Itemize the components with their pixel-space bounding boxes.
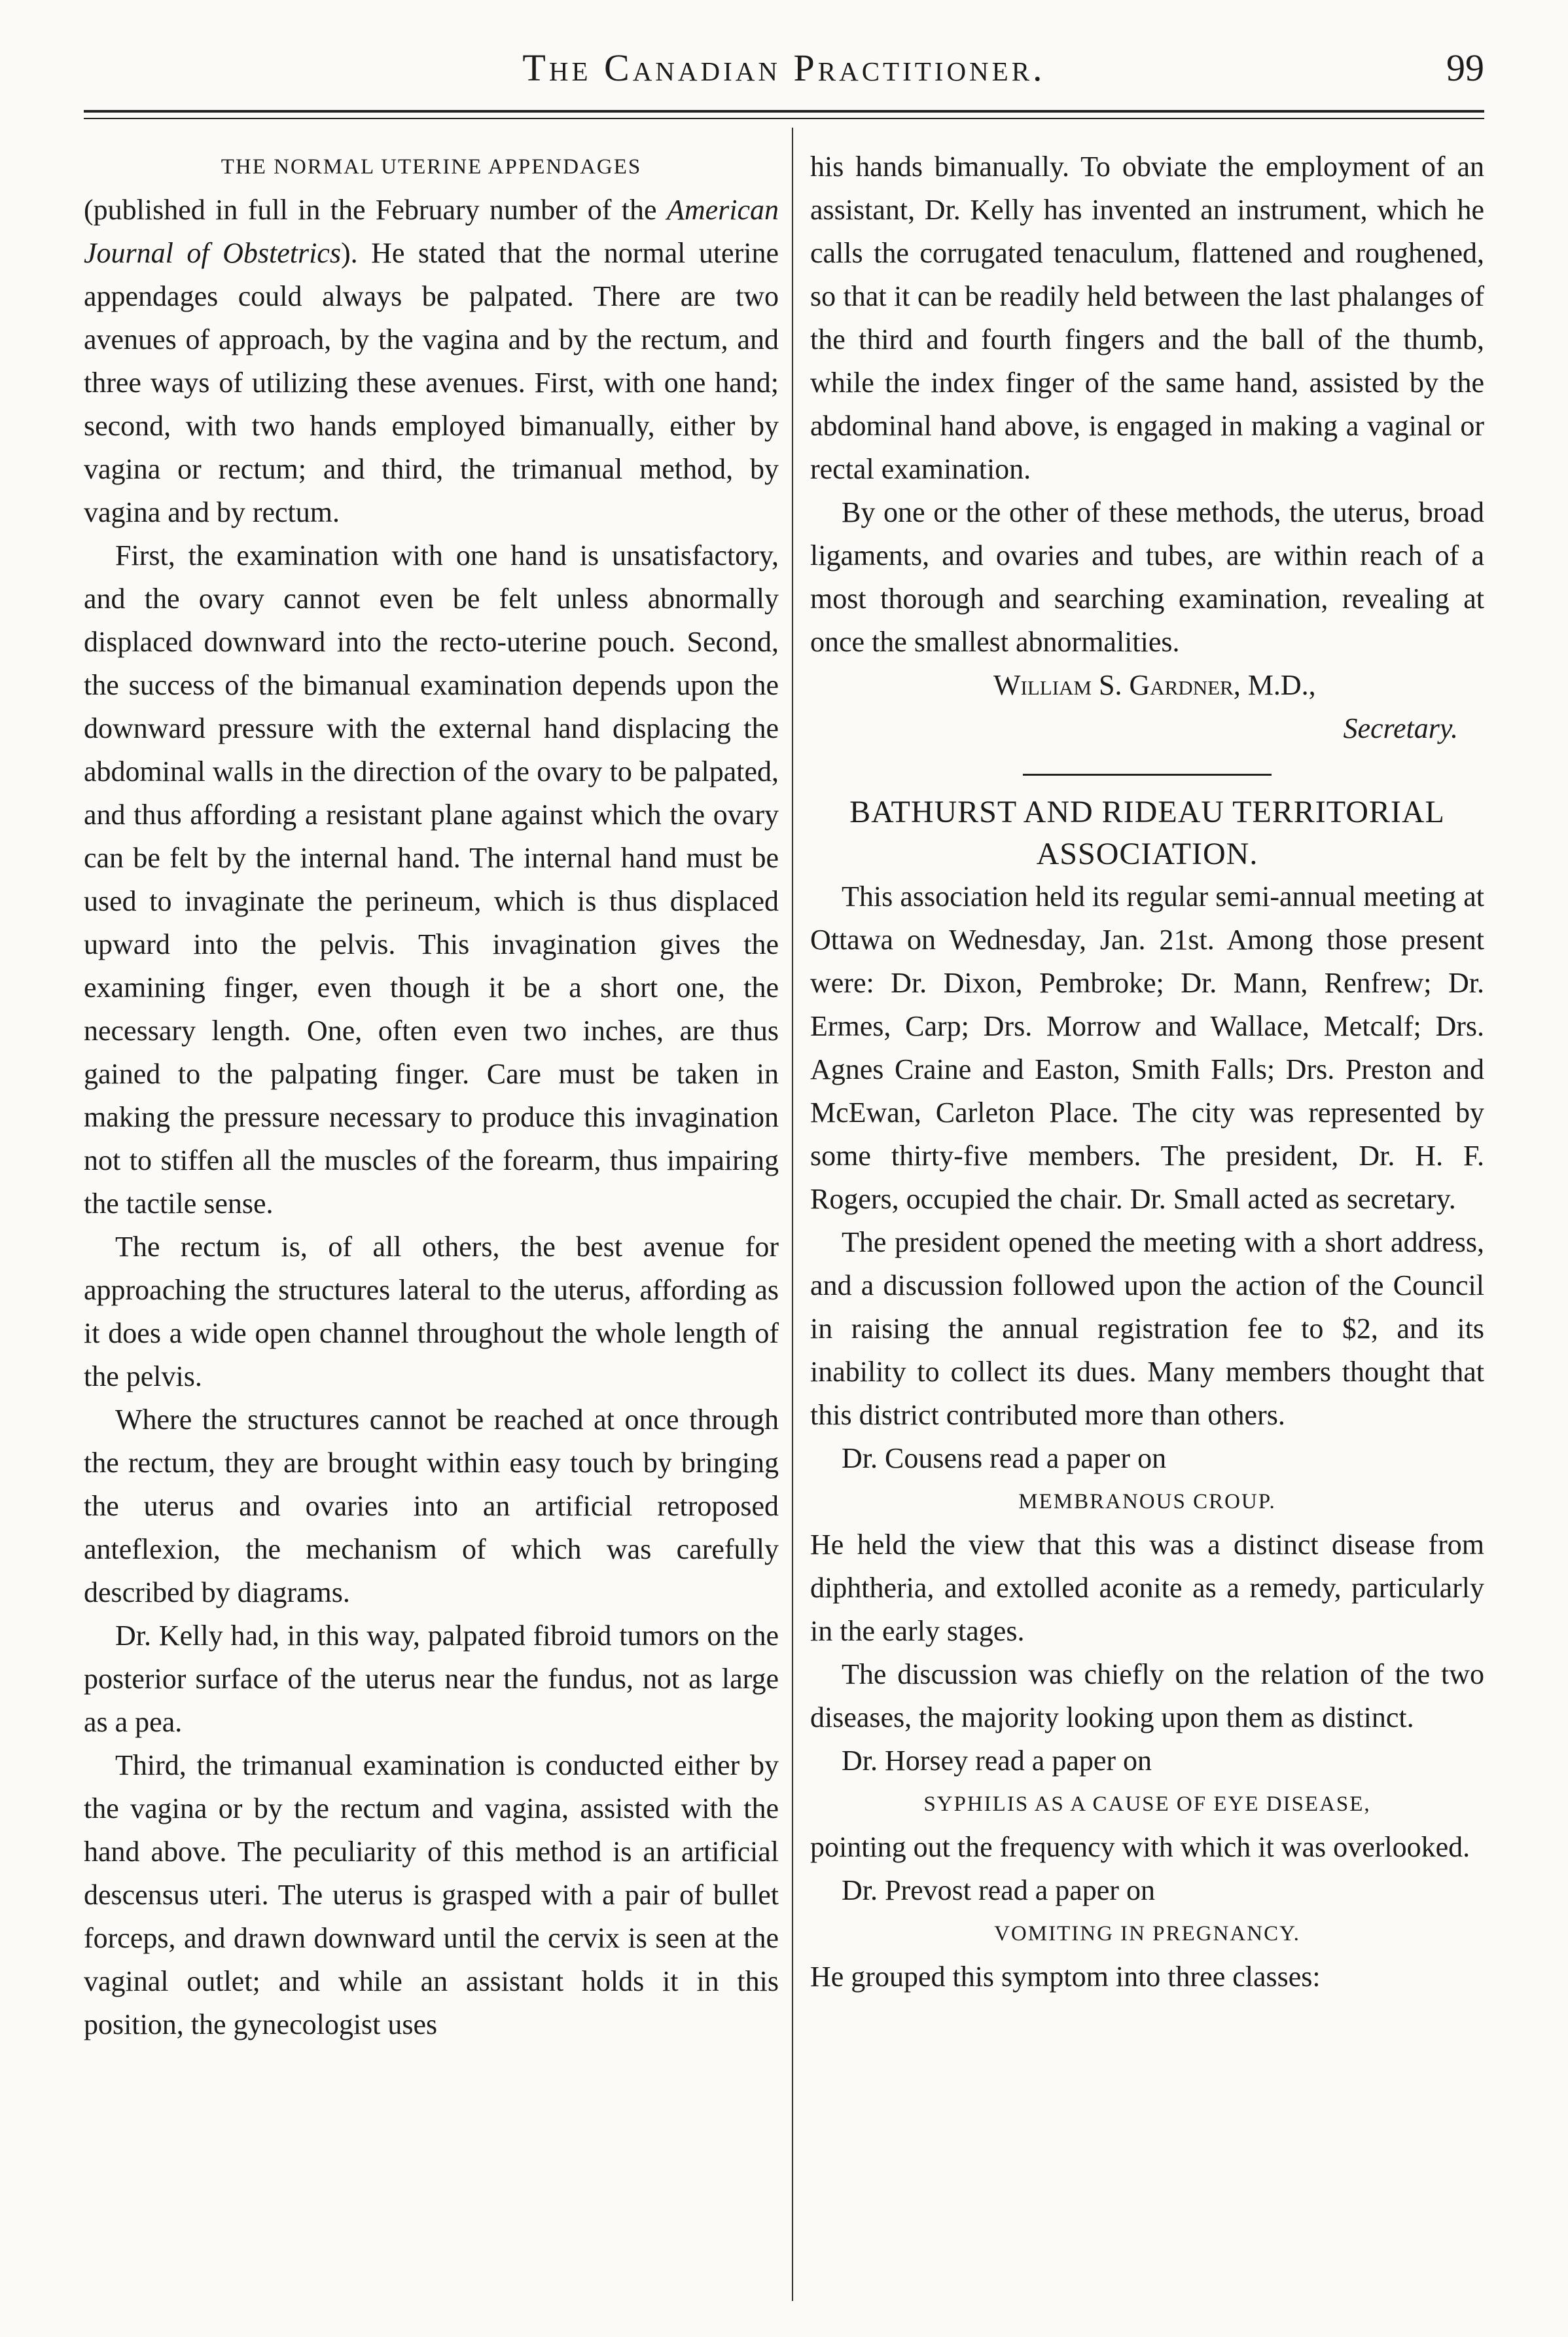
- page-number: 99: [1446, 46, 1484, 89]
- section-divider: [1023, 774, 1272, 776]
- paragraph: [84, 189, 779, 534]
- paragraph: Dr. Kelly had, in this way, palpated fibroid tumors on the posterior surface of the uterus near the fundus, not as large as a pea.: [84, 1620, 779, 1738]
- paragraph: pointing out the frequency with which it was overlooked.: [810, 1831, 1470, 1863]
- signature-name: William S. Gardner, M.D.,: [993, 669, 1316, 701]
- paragraph: He grouped this symptom into three classes:: [810, 1961, 1321, 1993]
- heading-vomiting-pregnancy: VOMITING IN PREGNANCY.: [994, 1922, 1300, 1946]
- right-column: [810, 145, 1484, 1999]
- paragraph: Third, the trimanual examination is conducted either by the vagina or by the rectum and vagina, assisted with the hand above. The peculiarity of this method is an artificial descensus uteri. The uterus is grasped with a pair of bullet forceps, and drawn downward until the cervix is seen at the vaginal outlet; and while an assistant holds it in this position, the gynecologist uses: [84, 1749, 779, 2040]
- left-column: [84, 145, 779, 2046]
- journal-title: American Journal of Obstetrics: [84, 194, 779, 269]
- header-rule-thin: [84, 118, 1484, 119]
- paragraph: He held the view that this was a distinct disease from diphtheria, and extolled aconite as a remedy, particularly in the early stages.: [810, 1529, 1484, 1647]
- paragraph: This association held its regular semi-annual meeting at Ottawa on Wednesday, Jan. 21st. Among those present were: Dr. Dixon, Pembroke; Dr. Mann, Renfrew; Dr. Ermes, Carp; Drs. Morrow and Wallace, Metcalf; Drs. Agnes Craine and Easton, Smith Falls; Drs. Preston and McEwan, Carleton Place. The city was represented by some thirty-five members. The president, Dr. H. F. Rogers, occupied the chair. Dr. Small acted as secretary.: [810, 880, 1484, 1215]
- paragraph: Dr. Prevost read a paper on: [842, 1874, 1155, 1906]
- header-rule: [84, 110, 1484, 113]
- signature-title: Secretary.: [1343, 712, 1458, 744]
- paragraph: The president opened the meeting with a short address, and a discussion followed upon the action of the Council in raising the annual registration fee to $2, and its inability to collect its dues. Many members thought that this district contributed more than others.: [810, 1226, 1484, 1431]
- paragraph: The rectum is, of all others, the best avenue for approaching the structures lateral to the uterus, affording as it does a wide open channel throughout the whole length of the pelvis.: [84, 1231, 779, 1392]
- paragraph: First, the examination with one hand is unsatisfactory, and the ovary cannot even be felt unless abnormally displaced downward into the recto-uterine pouch. Second, the success of the bimanual examination depends upon the downward pressure with the external hand displacing the abdominal walls in the direction of the ovary to be palpated, and thus affording a resistant plane against which the ovary can be felt by the internal hand. The internal hand must be used to invaginate the perineum, which is thus displaced upward into the pelvis. This invagination gives the examining finger, even though it be a short one, the necessary length. One, often even two inches, are thus gained to the palpating finger. Care must be taken in making the pressure necessary to produce this invagination not to stiffen all the muscles of the forearm, thus impairing the tactile sense.: [84, 539, 779, 1220]
- paragraph: Where the structures cannot be reached at once through the rectum, they are brought within easy touch by bringing the uterus and ovaries into an artificial retroposed anteflexion, the mechanism of which was carefully described by diagrams.: [84, 1404, 779, 1608]
- paragraph: By one or the other of these methods, the uterus, broad ligaments, and ovaries and tubes, are within reach of a most thorough and searching examination, revealing at once the smallest abnormalities.: [810, 496, 1484, 658]
- page-header: [84, 46, 1484, 105]
- paragraph: his hands bimanually. To obviate the employment of an assistant, Dr. Kelly has invented an instrument, which he calls the corrugated tenaculum, flattened and roughened, so that it can be readily held between the last phalanges of the third and fourth fingers and the ball of the thumb, while the index finger of the same hand, assisted by the abdominal hand above, is engaged in making a vaginal or rectal examination.: [810, 151, 1484, 485]
- heading-syphilis-eye-disease: SYPHILIS AS A CAUSE OF EYE DISEASE,: [923, 1792, 1371, 1816]
- column-divider: [792, 128, 793, 2301]
- paragraph: Dr. Cousens read a paper on: [842, 1442, 1167, 1474]
- paragraph-text: (published in full in the February number of the: [84, 194, 667, 226]
- paragraph: Dr. Horsey read a paper on: [842, 1745, 1152, 1777]
- heading-membranous-croup: MEMBRANOUS CROUP.: [1018, 1490, 1276, 1513]
- running-head: The Canadian Practitioner.: [522, 46, 1046, 89]
- subheading-normal-uterine-appendages: THE NORMAL UTERINE APPENDAGES: [221, 155, 642, 179]
- section-title: BATHURST AND RIDEAU TERRITORIAL ASSOCIATION.: [849, 795, 1445, 871]
- paragraph-text: ). He stated that the normal uterine appendages could always be palpated. There are two avenues of approach, by the vagina and by the rectum, and three ways of utilizing these avenues. First, with one hand; second, with two hands employed bimanually, either by vagina or rectum; and third, the trimanual method, by vagina and by rectum.: [84, 237, 779, 528]
- paragraph: The discussion was chiefly on the relation of the two diseases, the majority looking upon them as distinct.: [810, 1658, 1484, 1733]
